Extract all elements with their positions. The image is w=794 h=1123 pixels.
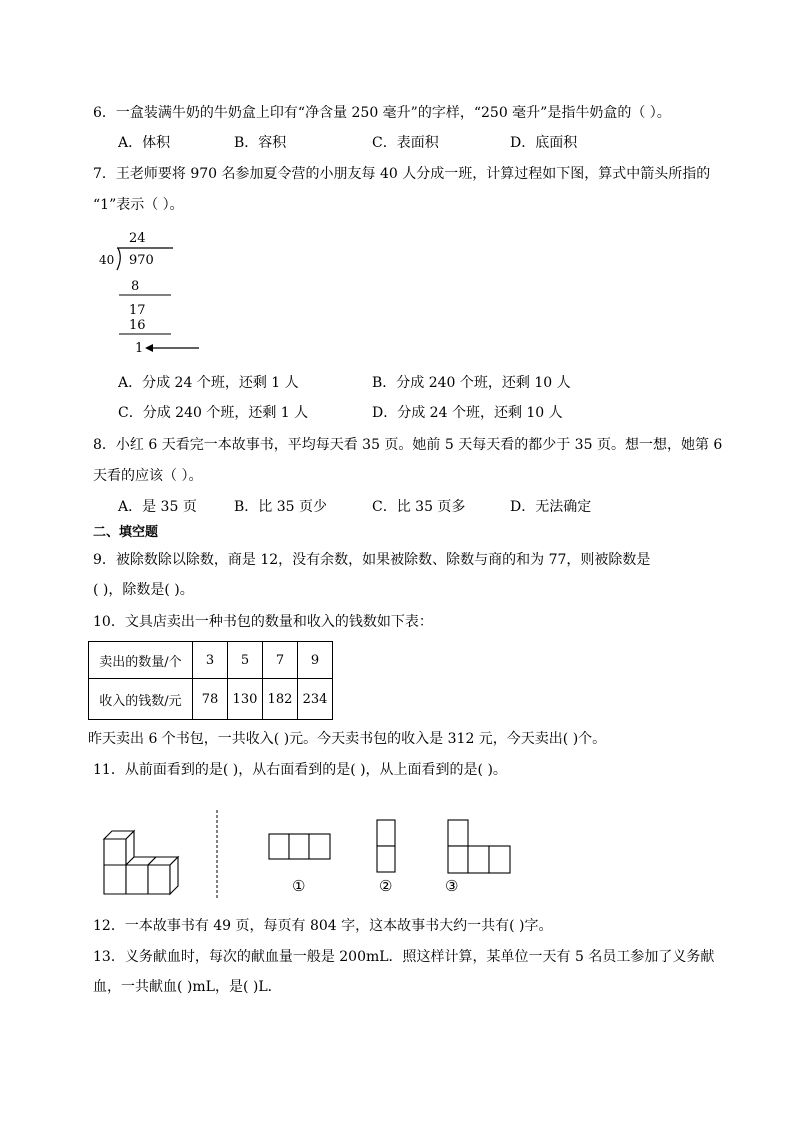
division-remainder: 1 [135,341,144,356]
q8-stem-line2: 天看的应该（ ）。 [93,468,203,484]
table-cell: 182 [262,679,297,720]
table-cell: 78 [192,679,227,720]
q6-stem: 6．一盒装满牛奶的牛奶盒上印有“净含量 250 毫升”的字样，“250 毫升”是指牛奶盒的（ ）。 [93,105,671,121]
table-cell: 234 [297,679,332,720]
division-bracket [117,248,120,270]
cube-stack [104,831,178,894]
table-cell: 3 [192,642,227,679]
table-row [89,642,333,679]
q7-stem-line1: 7．王老师要将 970 名参加夏令营的小朋友每 40 人分成一班，计算过程如下图，算式中箭头所指的 [93,166,711,182]
arrow-icon [145,344,153,352]
view-label-1: ① [292,877,306,895]
table-row-header: 收入的钱数/元 [89,679,193,720]
q8-option-d: D．无法确定 [510,499,592,515]
q7-option-b: B．分成 240 个班，还剩 10 人 [372,375,571,391]
division-dividend: 970 [129,253,154,268]
table-cell: 7 [262,642,297,679]
division-step1: 8 [131,279,140,294]
table-row [89,679,333,720]
section-title: 二、填空题 [93,525,159,540]
q7-stem-line2: “1”表示（ ）。 [93,197,184,213]
q11-stem: 11．从前面看到的是( )，从右面看到的是( )，从上面看到的是( )。 [93,762,507,778]
view-label-3: ③ [445,877,459,895]
table-cell: 130 [227,679,262,720]
q10-stem: 10．文具店卖出一种书包的数量和收入的钱数如下表： [93,614,433,630]
q6-option-c: C．表面积 [372,135,439,151]
q9-line1: 9．被除数除以除数，商是 12，没有余数，如果被除数、除数与商的和为 77，则被除数是 [93,552,651,568]
q6-option-a: A．体积 [118,135,171,151]
long-division-figure [95,224,215,362]
cube-views-figure [95,808,525,903]
view-label-2: ② [379,877,393,895]
table-cell: 9 [297,642,332,679]
q9-line2: ( )，除数是( )。 [93,582,194,598]
table-cell: 5 [227,642,262,679]
q7-option-c: C．分成 240 个班，还剩 1 人 [118,405,309,421]
q6-option-d: D．底面积 [510,135,578,151]
table-row-header: 卖出的数量/个 [89,642,193,679]
q8-stem-line1: 8．小红 6 天看完一本故事书，平均每天看 35 页。她前 5 天每天看的都少于 35 页。想一想，她第 6 [93,437,723,453]
data-table [88,641,333,720]
q12-stem: 12．一本故事书有 49 页，每页有 804 字，这本故事书大约一共有( )字。 [93,918,553,934]
division-divisor: 40 [99,253,115,267]
q13-line2: 血，一共献血( )mL，是( )L． [93,979,282,995]
q13-line1: 13．义务献血时，每次的献血量一般是 200mL．照这样计算，某单位一天有 5 名员工参加了义务献 [93,949,715,965]
division-step2: 17 [129,303,146,318]
q7-option-d: D．分成 24 个班，还剩 10 人 [372,405,563,421]
q10-after: 昨天卖出 6 个书包，一共收入( )元。今天卖书包的收入是 312 元，今天卖出( )个。 [88,731,607,747]
q7-option-a: A．分成 24 个班，还剩 1 人 [118,375,299,391]
view-option-3 [448,820,510,873]
division-quotient: 24 [129,231,146,246]
division-step3: 16 [129,318,146,333]
q6-option-b: B．容积 [234,135,287,151]
view-option-2 [377,820,395,872]
q8-option-a: A．是 35 页 [118,499,197,515]
q8-option-c: C．比 35 页多 [372,499,466,515]
q8-option-b: B．比 35 页少 [234,499,328,515]
view-option-1 [269,834,330,859]
